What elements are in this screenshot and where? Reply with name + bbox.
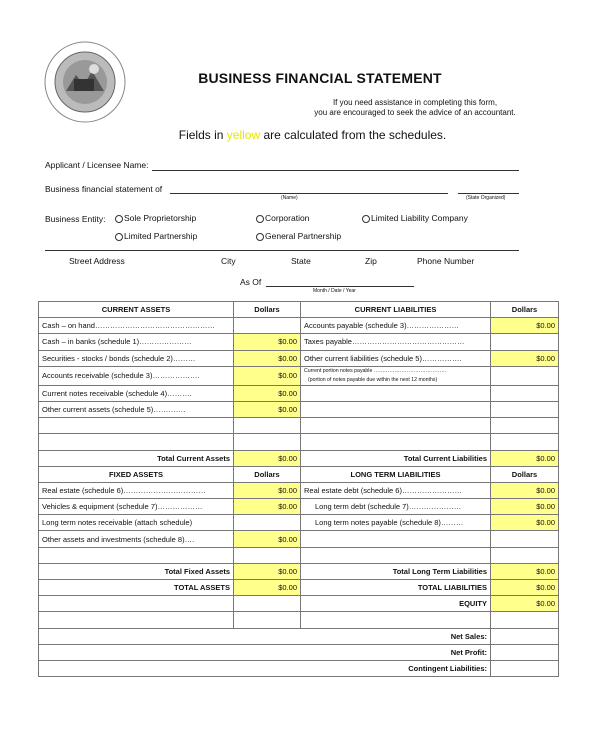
table-row	[39, 644, 559, 660]
financial-table	[38, 301, 559, 677]
street-address-label: Street Address	[69, 256, 125, 266]
cl-value-cell[interactable]	[491, 366, 559, 385]
table-row	[39, 466, 559, 482]
radio-circle-icon	[115, 233, 123, 241]
net-sales-value[interactable]	[491, 628, 559, 644]
equity-label: EQUITY	[301, 596, 491, 612]
assist-line-2: you are encouraged to seek the advice of an accountant.	[314, 108, 516, 117]
ca-label: Securities - stocks / bonds (schedule 2)………	[39, 350, 234, 366]
state-organized-field[interactable]	[458, 193, 519, 194]
ca-value-cell: $0.00	[234, 334, 301, 350]
fa-value-cell: $0.00	[234, 499, 301, 515]
as-of-date-field[interactable]	[266, 286, 414, 287]
table-row	[39, 482, 559, 498]
table-row	[39, 580, 559, 596]
net-profit-label: Net Profit:	[39, 644, 491, 660]
cl-label	[301, 401, 491, 417]
yellow-word: yellow	[226, 128, 261, 142]
lt-label: Real estate debt (schedule 6)……………………	[301, 482, 491, 498]
ca-value-cell: $0.00	[234, 385, 301, 401]
fa-value-cell[interactable]	[234, 515, 301, 531]
cl-value-cell: $0.00	[491, 318, 559, 334]
table-row	[39, 318, 559, 334]
radio-limited-partnership[interactable]: Limited Partnership	[115, 231, 197, 241]
lt-value-cell: $0.00	[491, 482, 559, 498]
table-row	[39, 612, 559, 628]
net-profit-value[interactable]	[491, 644, 559, 660]
radio-circle-icon	[362, 215, 370, 223]
table-row	[39, 434, 559, 450]
table-row	[39, 547, 559, 563]
ca-label: Other current assets (schedule 5)………….	[39, 401, 234, 417]
form-title: BUSINESS FINANCIAL STATEMENT	[198, 70, 442, 86]
total-current-liabilities-value: $0.00	[491, 450, 559, 466]
address-field[interactable]	[45, 250, 519, 251]
cl-label: Other current liabilities (schedule 5)…………….	[301, 350, 491, 366]
table-row	[39, 531, 559, 547]
assist-line-1: If you need assistance in completing this form,	[332, 98, 498, 107]
table-row	[39, 660, 559, 676]
date-hint: Month / Date / Year	[313, 288, 356, 294]
cl-value-cell[interactable]	[491, 385, 559, 401]
lt-label: Long term debt (schedule 7)…………………	[301, 499, 491, 515]
total-long-term-liabilities-value: $0.00	[491, 563, 559, 579]
lt-label	[301, 531, 491, 547]
dollars-header: Dollars	[234, 466, 301, 482]
table-row	[39, 499, 559, 515]
state-label: State	[291, 256, 311, 266]
table-row	[39, 401, 559, 417]
contingent-liabilities-label: Contingent Liabilities:	[39, 660, 491, 676]
table-row	[39, 350, 559, 366]
long-term-liabilities-header: LONG TERM LIABILITIES	[301, 466, 491, 482]
entity-label: Business Entity:	[45, 214, 106, 224]
as-of-label: As Of	[240, 277, 262, 287]
fa-label: Long term notes receivable (attach schedule)	[39, 515, 234, 531]
current-portion-notes-label: Current portion notes payable …………………………………… (portion of notes payable due within the next 12 months)	[301, 366, 491, 385]
lt-value-cell: $0.00	[491, 515, 559, 531]
ca-label: Cash – in banks (schedule 1)…………………	[39, 334, 234, 350]
cl-value-cell: $0.00	[491, 350, 559, 366]
table-row	[39, 563, 559, 579]
total-assets-label: TOTAL ASSETS	[39, 580, 234, 596]
fa-label: Real estate (schedule 6)……………………………	[39, 482, 234, 498]
table-row	[39, 596, 559, 612]
total-assets-value: $0.00	[234, 580, 301, 596]
statement-of-label: Business financial statement of	[45, 184, 163, 194]
table-row	[39, 302, 559, 318]
table-row	[39, 628, 559, 644]
cl-value-cell[interactable]	[491, 334, 559, 350]
table-row	[39, 515, 559, 531]
dollars-header: Dollars	[491, 302, 559, 318]
ca-value-cell: $0.00	[234, 350, 301, 366]
radio-circle-icon	[256, 233, 264, 241]
table-row	[39, 418, 559, 434]
cl-value-cell[interactable]	[491, 401, 559, 417]
fa-value-cell: $0.00	[234, 531, 301, 547]
state-hint: (State Organized)	[466, 195, 506, 201]
contingent-liabilities-value[interactable]	[491, 660, 559, 676]
ca-label: Current notes receivable (schedule 4)……….	[39, 385, 234, 401]
equity-value: $0.00	[491, 596, 559, 612]
dollars-header: Dollars	[491, 466, 559, 482]
cl-label	[301, 385, 491, 401]
total-current-assets-label: Total Current Assets	[39, 450, 234, 466]
table-row	[39, 334, 559, 350]
fa-label: Vehicles & equipment (schedule 7)………………	[39, 499, 234, 515]
radio-circle-icon	[115, 215, 123, 223]
zip-label: Zip	[365, 256, 377, 266]
radio-llc[interactable]: Limited Liability Company	[362, 213, 468, 223]
table-row	[39, 450, 559, 466]
fixed-assets-header: FIXED ASSETS	[39, 466, 234, 482]
fa-label: Other assets and investments (schedule 8)….	[39, 531, 234, 547]
applicant-label: Applicant / Licensee Name:	[45, 160, 149, 170]
ca-label: Accounts receivable (schedule 3)……………….	[39, 366, 234, 385]
net-sales-label: Net Sales:	[39, 628, 491, 644]
cl-label: Taxes payable………………………………………	[301, 334, 491, 350]
radio-circle-icon	[256, 215, 264, 223]
radio-corporation[interactable]: Corporation	[256, 213, 309, 223]
table-row	[39, 385, 559, 401]
ca-label: Cash – on hand…………………………………………	[39, 318, 234, 334]
current-liabilities-header: CURRENT LIABILITIES	[301, 302, 491, 318]
total-fixed-assets-label: Total Fixed Assets	[39, 563, 234, 579]
lt-value-cell[interactable]	[491, 531, 559, 547]
total-liabilities-label: TOTAL LIABILITIES	[301, 580, 491, 596]
ca-value-cell: $0.00	[234, 401, 301, 417]
total-current-assets-value: $0.00	[234, 450, 301, 466]
business-name-field[interactable]	[170, 193, 448, 194]
total-long-term-liabilities-label: Total Long Term Liabilities	[301, 563, 491, 579]
fields-note: Fields in yellow are calculated from the schedules.	[178, 128, 447, 142]
applicant-name-field[interactable]	[152, 170, 519, 171]
lt-value-cell: $0.00	[491, 499, 559, 515]
current-assets-header: CURRENT ASSETS	[39, 302, 234, 318]
total-current-liabilities-label: Total Current Liabilities	[301, 450, 491, 466]
dollars-header: Dollars	[234, 302, 301, 318]
phone-label: Phone Number	[417, 256, 475, 266]
lt-label: Long term notes payable (schedule 8)………	[301, 515, 491, 531]
cl-label: Accounts payable (schedule 3)…………………	[301, 318, 491, 334]
total-fixed-assets-value: $0.00	[234, 563, 301, 579]
ca-value-cell: $0.00	[234, 366, 301, 385]
name-hint: (Name)	[281, 195, 298, 201]
ca-value-cell[interactable]	[234, 318, 301, 334]
fa-value-cell: $0.00	[234, 482, 301, 498]
city-label: City	[221, 256, 236, 266]
radio-sole-proprietorship[interactable]: Sole Proprietorship	[115, 213, 196, 223]
table-row	[39, 366, 559, 385]
total-liabilities-value: $0.00	[491, 580, 559, 596]
radio-general-partnership[interactable]: General Partnership	[256, 231, 341, 241]
